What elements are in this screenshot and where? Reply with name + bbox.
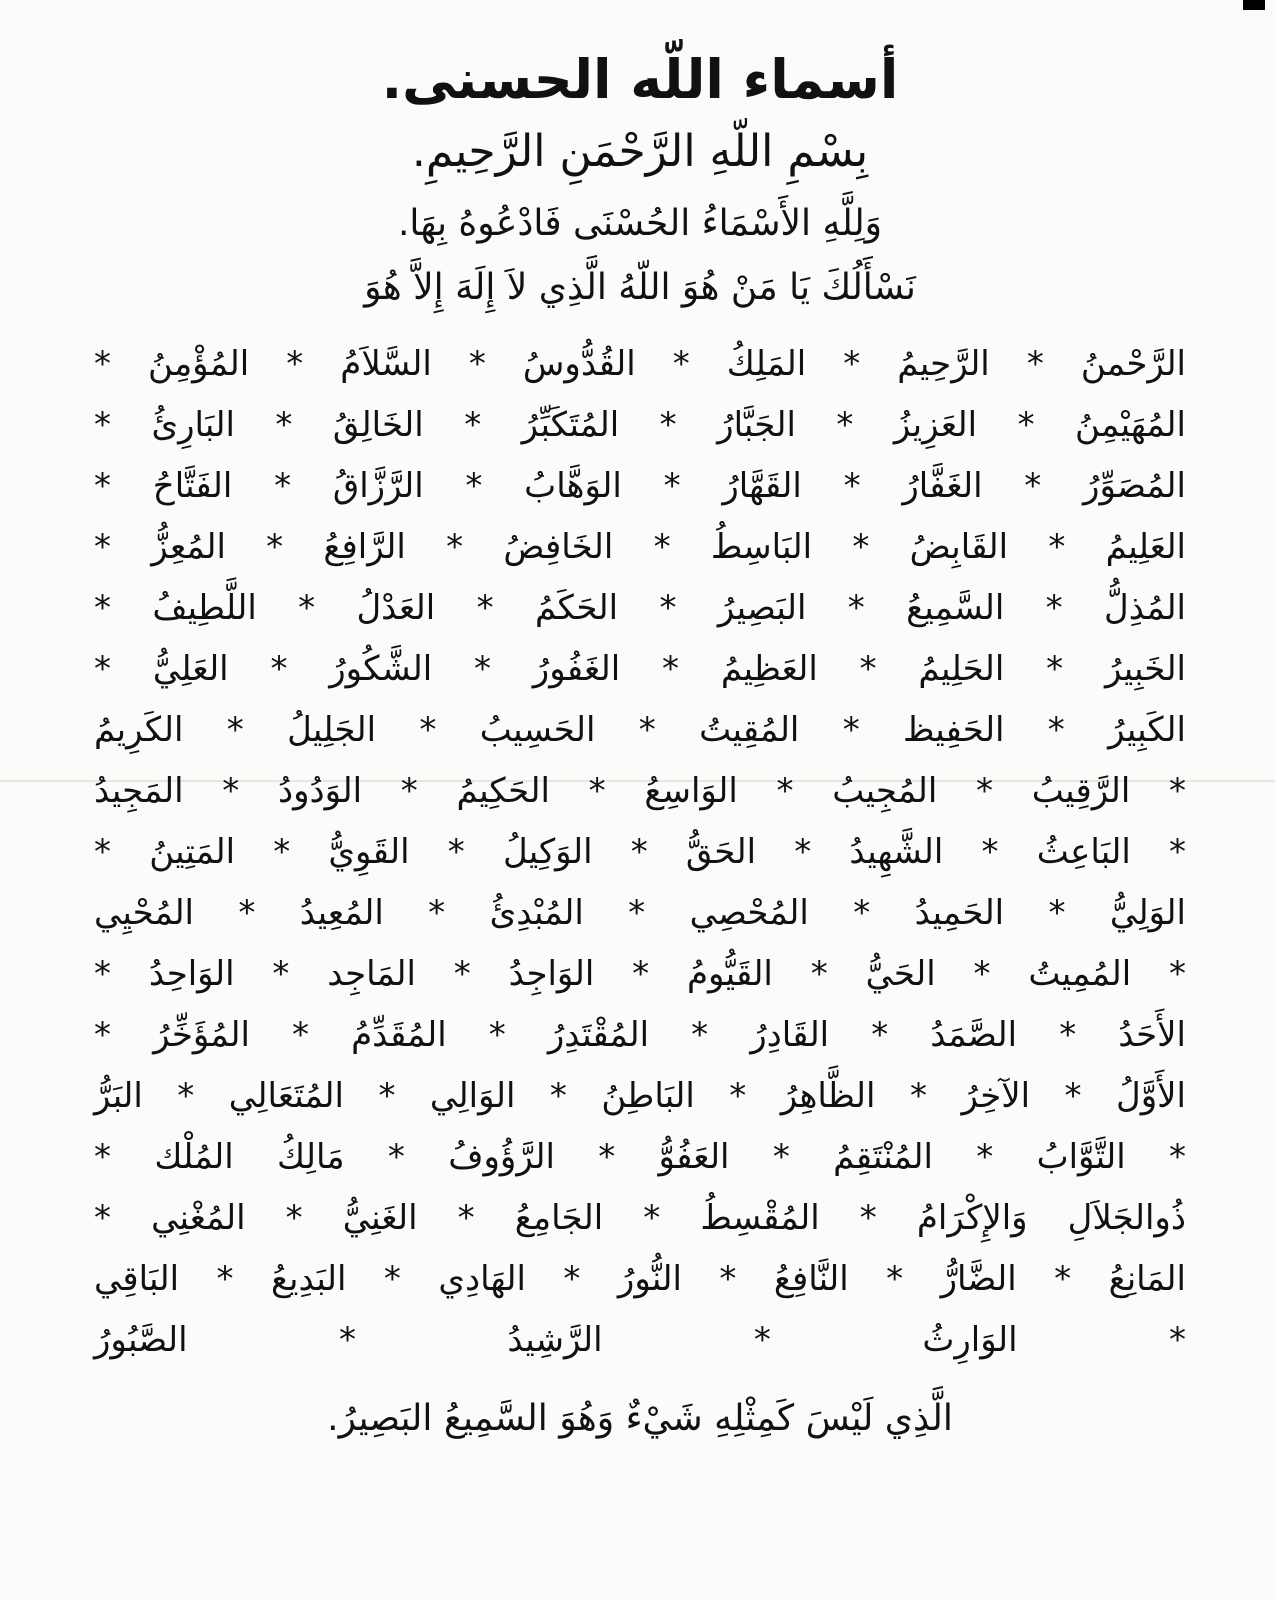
basmala: بِسْمِ اللّهِ الرَّحْمَنِ الرَّحِيمِ.	[411, 126, 869, 177]
names-line: الكَبِيرُ * الحَفِيظ * المُقِيتُ * الحَسِيبُ * الجَلِيلُ * الكَرِيمُ	[94, 710, 1186, 750]
names-line: الوَلِيُّ * الحَمِيدُ * المُحْصِي * المُبْدِئُ * المُعِيدُ * المُحْيِي	[94, 893, 1186, 933]
names-line: * المُمِيتُ * الحَيُّ * القَيُّومُ * الوَاجِدُ * المَاجِد * الوَاحِدُ *	[94, 954, 1186, 994]
quran-verse: وَلِلَّهِ الأَسْمَاءُ الحُسْنَى فَادْعُوهُ بِهَا.	[397, 203, 883, 244]
names-line: المُصَوِّرُ * الغَفَّارُ * القَهَّارُ * الوَهَّابُ * الرَّزَّاقُ * الفَتَّاحُ *	[94, 466, 1186, 506]
names-line: * الرَّقِيبُ * المُجِيبُ * الوَاسِعُ * الحَكِيمُ * الوَدُودُ * المَجِيدُ	[94, 771, 1186, 811]
names-line: العَلِيمُ * القَابِضُ * البَاسِطُ * الخَافِضُ * الرَّافِعُ * المُعِزُّ *	[94, 527, 1186, 567]
names-line: المُهَيْمِنُ * العَزِيزُ * الجَبَّارُ * المُتَكَبِّرُ * الخَالِقُ * البَارِئُ *	[94, 405, 1186, 445]
invocation-line: نَسْأَلُكَ يَا مَنْ هُوَ اللّهُ الَّذِي لاَ إِلَهَ إِلاَّ هُوَ	[364, 267, 916, 308]
names-line: * البَاعِثُ * الشَّهِيدُ * الحَقُّ * الوَكِيلُ * القَوِيُّ * المَتِينُ *	[94, 832, 1186, 872]
names-line: * التَّوَّابُ * المُنْتَقِمُ * العَفُوُّ * الرَّؤُوفُ * مَالِكُ المُلْك *	[94, 1137, 1186, 1177]
closing-verse: الَّذِي لَيْسَ كَمِثْلِهِ شَيْءٌ وَهُوَ السَّمِيعُ البَصِيرُ.	[327, 1398, 953, 1439]
names-line: المُذِلُّ * السَّمِيعُ * البَصِيرُ * الحَكَمُ * العَدْلُ * اللَّطِيفُ *	[94, 588, 1186, 628]
names-line: الرَّحْمنُ * الرَّحِيمُ * المَلِكُ * القُدُّوسُ * السَّلاَمُ * المُؤْمِنُ *	[94, 344, 1186, 384]
names-list	[90, 334, 1190, 1371]
scan-edge-mark	[1243, 0, 1265, 10]
names-line: * الوَارِثُ * الرَّشِيدُ * الصَّبُورُ	[94, 1320, 1186, 1360]
document-body	[90, 48, 1190, 1461]
names-line: الأَحَدُ * الصَّمَدُ * القَادِرُ * المُقْتَدِرُ * المُقَدِّمُ * المُؤَخِّرُ *	[94, 1015, 1186, 1055]
names-line: الأَوَّلُ * الآخِرُ * الظَّاهِرُ * البَاطِنُ * الوَالِي * المُتَعَالِي * البَرُّ	[94, 1076, 1186, 1116]
names-line: ذُوالجَلاَلِ وَالإِكْرَامُ * المُقْسِطُ * الجَامِعُ * الغَنِيُّ * المُغْنِي *	[94, 1198, 1186, 1238]
names-line: الخَبِيرُ * الحَلِيمُ * العَظِيمُ * الغَفُورُ * الشَّكُورُ * العَلِيُّ *	[94, 649, 1186, 689]
page-title: أسماء اللّه الحسنى.	[381, 48, 899, 111]
names-line: المَانِعُ * الضَّارُّ * النَّافِعُ * النُّورُ * الهَادِي * البَدِيعُ * البَاقِي	[94, 1259, 1186, 1299]
